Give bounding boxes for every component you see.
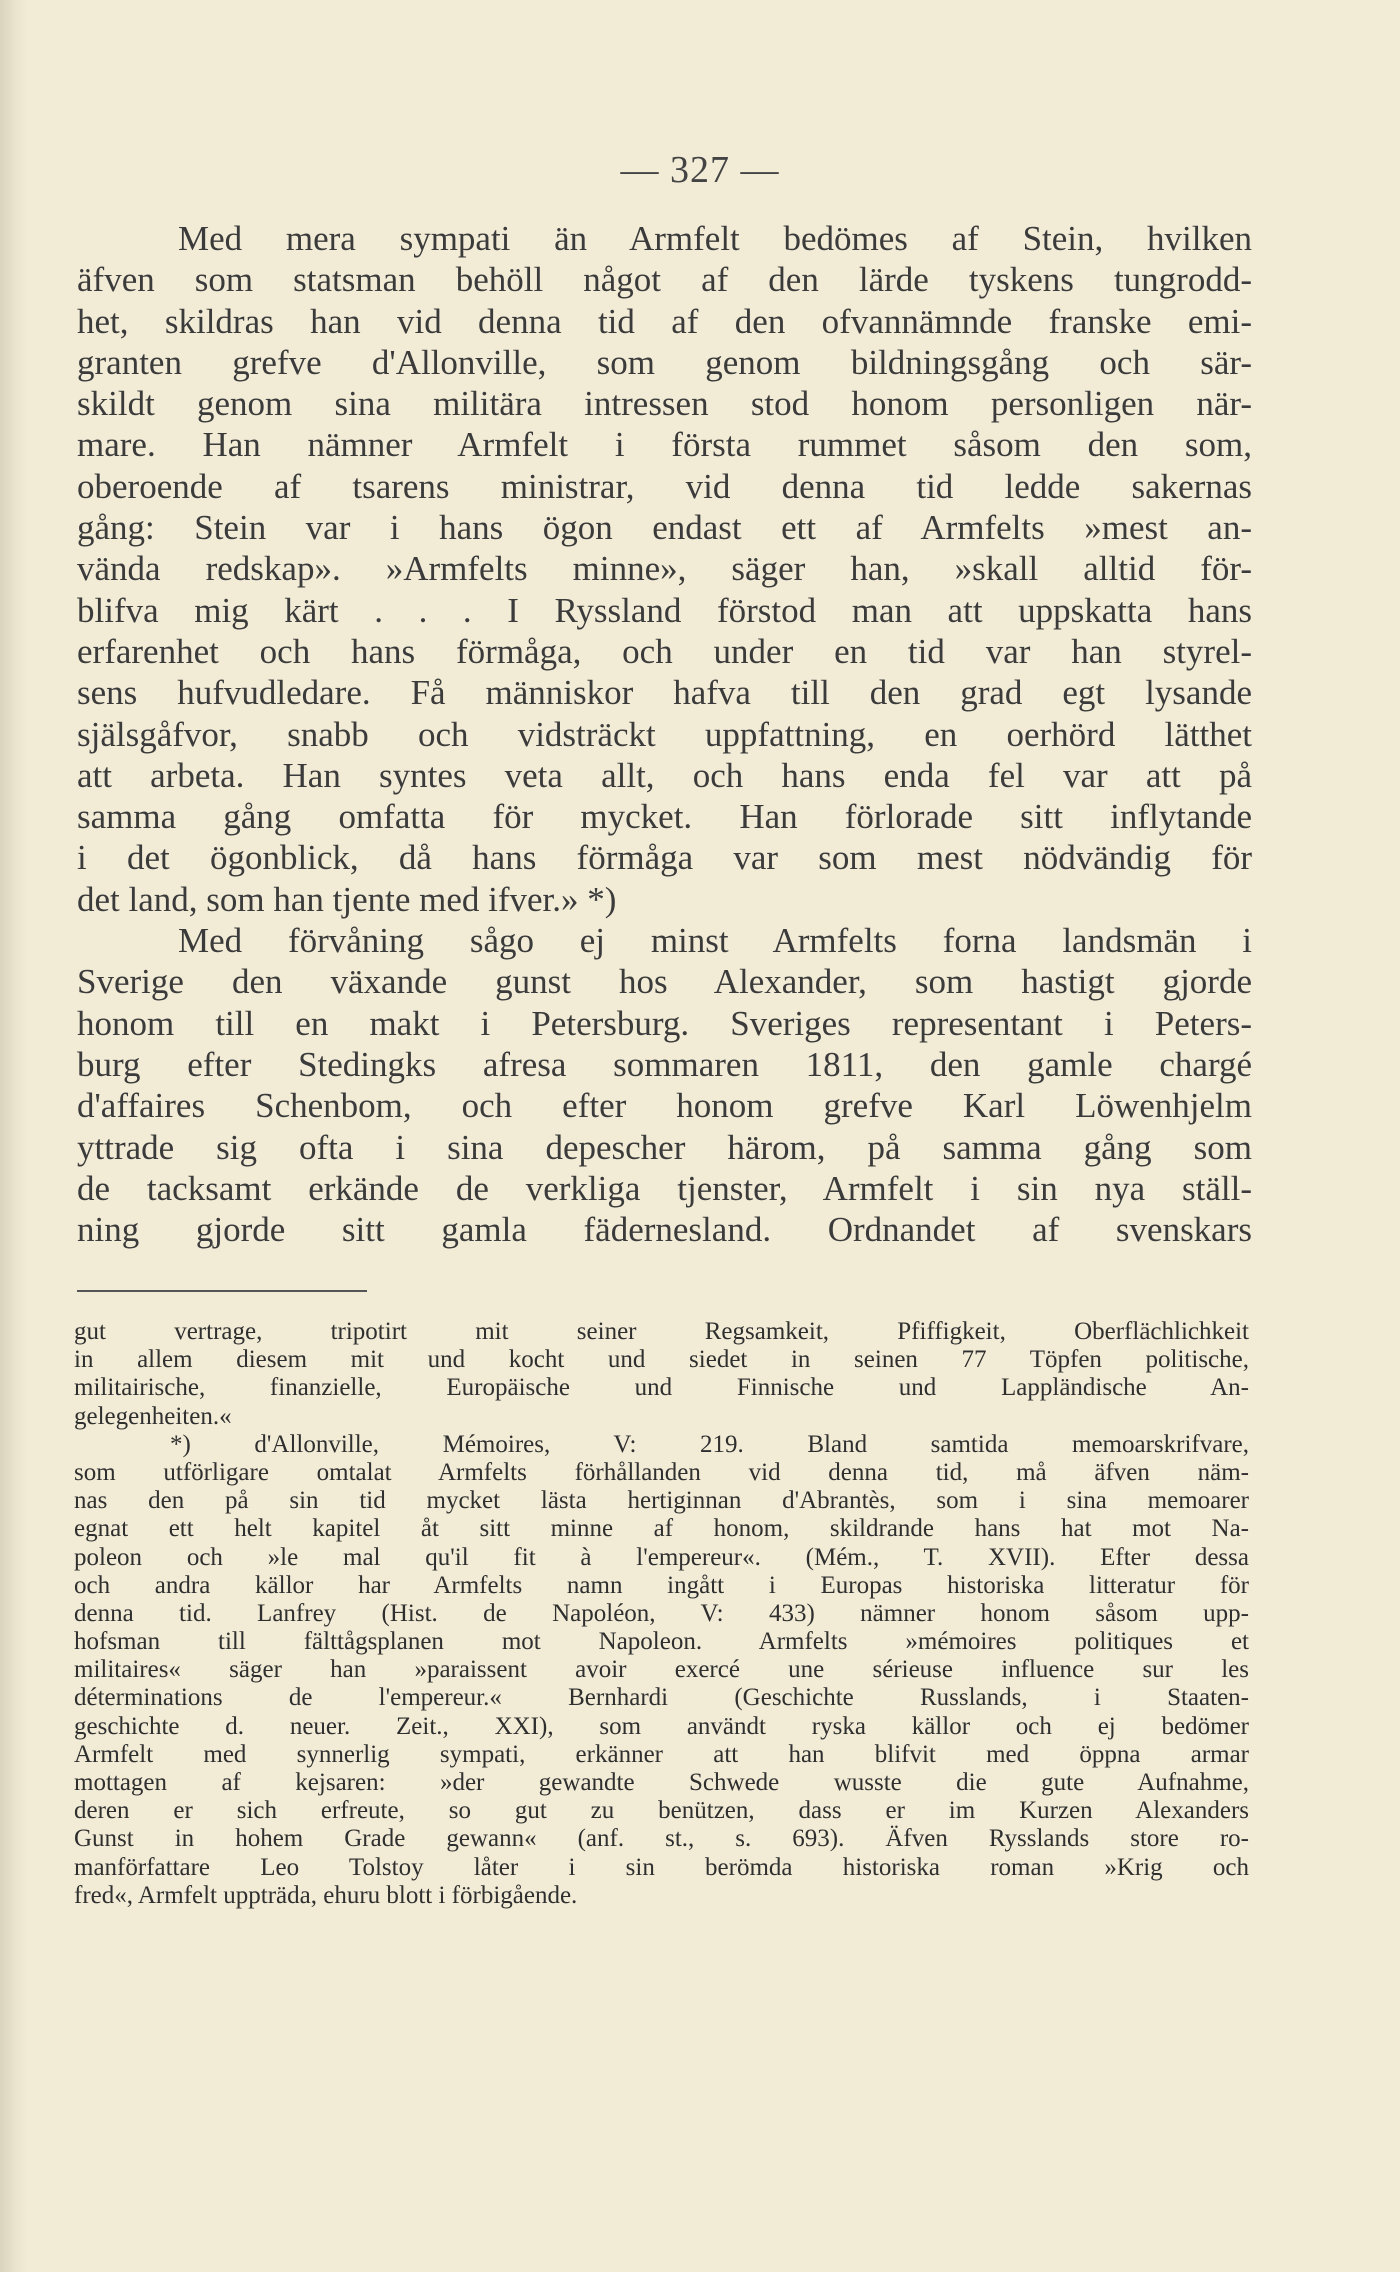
footnote-line: militairische, finanzielle, Europäische und Finnische und Lappländische An- [74,1374,1249,1402]
footnote-line: deren er sich erfreute, so gut zu benützen, dass er im Kurzen Alexanders [74,1797,1249,1825]
footnotes [74,1318,1249,1910]
text-line: honom till en makt i Petersburg. Sveriges representant i Peters- [77,1003,1252,1043]
footnote-line: geschichte d. neuer. Zeit., XXI), som användt ryska källor och ej bedömer [74,1712,1249,1740]
text-line: sens hufvudledare. Få människor hafva till den grad egt lysande [77,673,1252,713]
footnote-line: Gunst in hohem Grade gewann« (anf. st., s. 693). Äfven Rysslands store ro- [74,1825,1249,1853]
text-line: det land, som han tjente med ifver.» *) [77,879,617,919]
text-line: blifva mig kärt . . . I Ryssland förstod man att uppskatta hans [77,590,1252,630]
footnote-line: manförfattare Leo Tolstoy låter i sin berömda historiska roman »Krig och [74,1853,1249,1881]
text-line: att arbeta. Han syntes veta allt, och hans enda fel var att på [77,755,1252,795]
footnote-line: nas den på sin tid mycket lästa hertiginnan d'Abrantès, som i sina memoarer [74,1487,1249,1515]
text-line: Med mera sympati än Armfelt bedömes af Stein, hvilken [178,219,1252,258]
footnote-line: poleon och »le mal qu'il fit à l'empereur«. (Mém., T. XVII). Efter dessa [74,1543,1249,1571]
text-line: vända redskap». »Armfelts minne», säger han, »skall alltid för- [77,549,1252,589]
text-line: oberoende af tsarens ministrar, vid denna tid ledde sakernas [77,466,1252,506]
text-line: Med förvåning sågo ej minst Armfelts forna landsmän i [178,921,1252,961]
text-line: granten grefve d'Allonville, som genom bildningsgång och sär- [77,342,1252,382]
text-line: Sverige den växande gunst hos Alexander, som hastigt gjorde [77,962,1252,1002]
footnote-line: egnat ett helt kapitel åt sitt minne af honom, skildrande hans hat mot Na- [74,1515,1249,1543]
footnote-divider [77,1290,367,1292]
text-line: yttrade sig ofta i sina depescher härom, på samma gång som [77,1127,1252,1167]
footnote-line: mottagen af kejsaren: »der gewandte Schwede wusste die gute Aufnahme, [74,1769,1249,1796]
footnote-line: déterminations de l'empereur.« Bernhardi (Geschichte Russlands, i Staaten- [74,1684,1249,1712]
footnote-line: gelegenheiten.« [74,1402,232,1430]
footnote-line: som utförligare omtalat Armfelts förhållanden vid denna tid, må äfven näm- [74,1458,1249,1486]
text-line: ning gjorde sitt gamla fädernesland. Ordnandet af svenskars [77,1210,1252,1250]
text-line: mare. Han nämner Armfelt i första rummet såsom den som, [77,425,1252,465]
text-line: skildt genom sina militära intressen stod honom personligen när- [77,384,1252,424]
text-line: burg efter Stedingks afresa sommaren 1811, den gamle chargé [77,1044,1252,1084]
page-edge-shadow [0,0,28,2272]
footnote-line: fred«, Armfelt uppträda, ehuru blott i förbigående. [74,1881,578,1909]
main-text [77,218,1252,1250]
footnote-line: Armfelt med synnerlig sympati, erkänner att han blifvit med öppna armar [74,1740,1249,1768]
text-line: själsgåfvor, snabb och vidsträckt uppfattning, en oerhörd lätthet [77,714,1252,754]
footnote-line: *) d'Allonville, Mémoires, V: 219. Bland samtida memoarskrifvare, [170,1430,1249,1458]
text-line: i det ögonblick, då hans förmåga var som mest nödvändig för [77,838,1252,878]
footnote-line: in allem diesem mit und kocht und siedet in seinen 77 Töpfen politische, [74,1346,1249,1374]
text-line: gång: Stein var i hans ögon endast ett af Armfelts »mest an- [77,508,1252,548]
text-line: de tacksamt erkände de verkliga tjenster, Armfelt i sin nya ställ- [77,1168,1252,1208]
text-line: d'affaires Schenbom, och efter honom grefve Karl Löwenhjelm [77,1086,1252,1126]
footnote-line: hofsman till fälttågsplanen mot Napoleon. Armfelts »mémoires politiques et [74,1628,1249,1656]
footnote-line: gut vertrage, tripotirt mit seiner Regsamkeit, Pfiffigkeit, Oberflächlichkeit [74,1318,1249,1345]
text-line: erfarenhet och hans förmåga, och under en tid var han styrel- [77,631,1252,671]
text-line: het, skildras han vid denna tid af den ofvannämnde franske emi- [77,301,1252,341]
footnote-line: militaires« säger han »paraissent avoir exercé une sérieuse influence sur les [74,1656,1249,1684]
page-number: — 327 — [620,149,780,191]
footnote-line: denna tid. Lanfrey (Hist. de Napoléon, V: 433) nämner honom såsom upp- [74,1599,1249,1627]
text-line: äfven som statsman behöll något af den lärde tyskens tungrodd- [77,260,1252,300]
footnote-line: och andra källor har Armfelts namn ingått i Europas historiska litteratur för [74,1571,1249,1599]
text-line: samma gång omfatta för mycket. Han förlorade sitt inflytande [77,797,1252,837]
